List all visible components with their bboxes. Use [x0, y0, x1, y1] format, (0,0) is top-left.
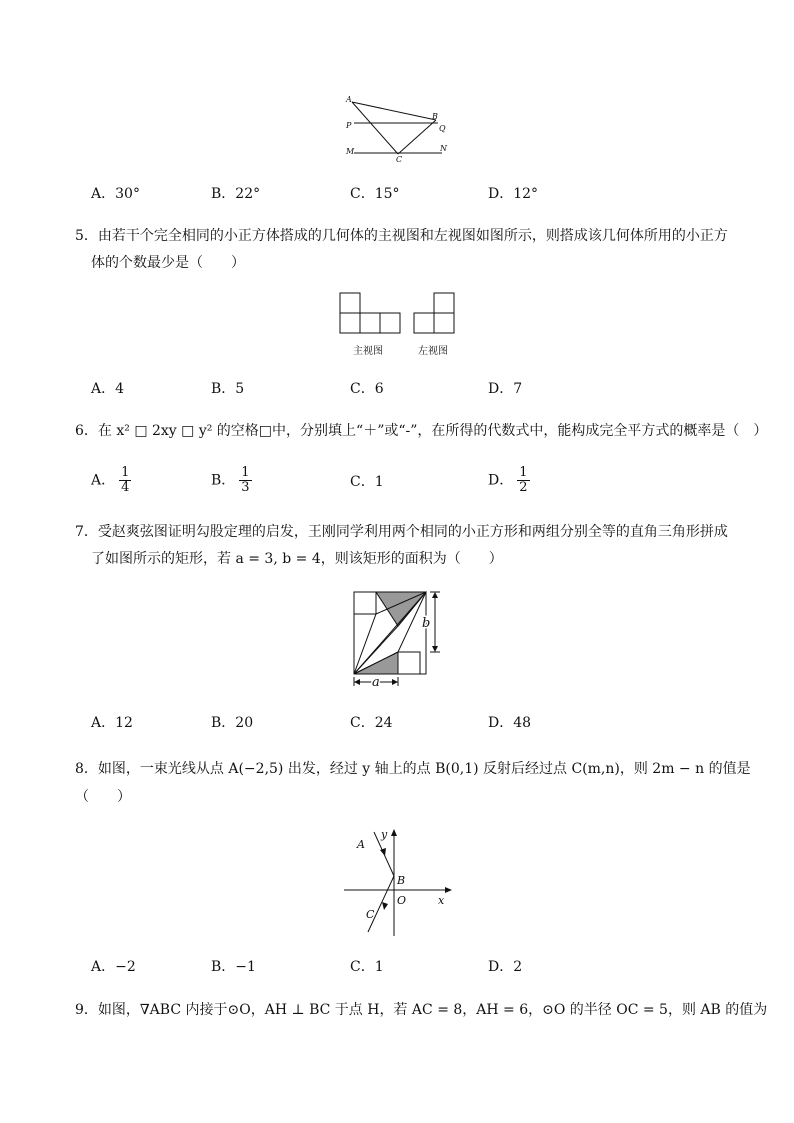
q9-question-line1: 9．如图，∇ABC 内接于⊙O，AH ⊥ BC 于点 H，若 AC = 8，AH = 6，⊙O 的半径 OC = 5，则 AB 的值为: [75, 1002, 768, 1018]
q6-option-c[interactable]: C．1: [350, 474, 384, 490]
q8-label-B: B: [397, 874, 406, 887]
q4-option-c[interactable]: C．15°: [350, 186, 400, 202]
q6-option-b-fraction: $\frac{1}{3}$: [241, 465, 250, 495]
q5-option-d[interactable]: D．7: [488, 381, 523, 397]
q6-option-b[interactable]: B． $\frac{1}{3}$: [211, 465, 250, 495]
q7-option-d[interactable]: D．48: [488, 715, 532, 731]
q5-question-line1: 5．由若干个完全相同的小正方体搭成的几何体的主视图和左视图如图所示，则搭成该几何体所用的小正方: [75, 228, 728, 244]
q4-label-M: M: [346, 147, 355, 156]
q6-option-d[interactable]: D． $\frac{1}{2}$: [488, 465, 528, 495]
q4-label-P: P: [346, 121, 352, 130]
q4-label-C: C: [396, 155, 403, 162]
q7-question-line2: 了如图所示的矩形，若 a = 3, b = 4，则该矩形的面积为（ ）: [91, 551, 503, 567]
left-view-label: 左视图: [418, 346, 448, 357]
q5-question-line2: 体的个数最少是（ ）: [91, 255, 245, 271]
q8-option-b[interactable]: B．−1: [211, 959, 256, 975]
q4-label-B: B: [432, 112, 438, 121]
q7-label-b: b: [422, 616, 431, 631]
q4-option-b[interactable]: B．22°: [211, 186, 261, 202]
q7-option-c[interactable]: C．24: [350, 715, 393, 731]
q8-option-d[interactable]: D．2: [488, 959, 523, 975]
q4-option-d[interactable]: D．12°: [488, 186, 539, 202]
q8-label-C: C: [366, 908, 375, 921]
q8-option-a[interactable]: A．−2: [91, 959, 136, 975]
q8-label-A: A: [357, 838, 365, 851]
q8-label-x: x: [438, 894, 445, 907]
q5-option-c[interactable]: C．6: [350, 381, 384, 397]
q5-option-b[interactable]: B．5: [211, 381, 245, 397]
q6-question-line1: 6．在 x² □ 2xy □ y² 的空格□中，分别填上“＋”或“-”，在所得的代数式中，能构成完全平方式的概率是（ ）: [75, 423, 768, 439]
q7-option-a[interactable]: A．12: [91, 715, 133, 731]
q6-option-d-fraction: $\frac{1}{2}$: [519, 465, 528, 495]
q5-figure: [336, 290, 460, 360]
q7-figure: [350, 588, 442, 688]
q5-option-a[interactable]: A．4: [91, 381, 125, 397]
q8-figure: [340, 826, 456, 938]
q4-option-a[interactable]: A．30°: [91, 186, 140, 202]
q7-option-b[interactable]: B．20: [211, 715, 254, 731]
q8-question-line2: （ ）: [75, 789, 131, 805]
q6-option-a-fraction: $\frac{1}{4}$: [121, 465, 130, 495]
q4-label-A: A: [346, 95, 352, 104]
front-view-label: 主视图: [353, 346, 383, 357]
q8-label-O: O: [397, 894, 407, 907]
q6-option-a[interactable]: A． $\frac{1}{4}$: [91, 465, 130, 495]
q4-figure: [338, 92, 458, 162]
q8-label-y: y: [381, 828, 388, 841]
q4-label-Q: Q: [439, 124, 446, 133]
q4-label-N: N: [440, 144, 447, 153]
q8-question-line1: 8．如图，一束光线从点 A(−2,5) 出发，经过 y 轴上的点 B(0,1) 反射后经过点 C(m,n)，则 2m − n 的值是: [75, 761, 751, 777]
q8-option-c[interactable]: C．1: [350, 959, 384, 975]
q7-label-a: a: [372, 675, 380, 688]
q7-question-line1: 7．受赵爽弦图证明勾股定理的启发，王刚同学利用两个相同的小正方形和两组分别全等的直角三角形拼成: [75, 524, 728, 540]
